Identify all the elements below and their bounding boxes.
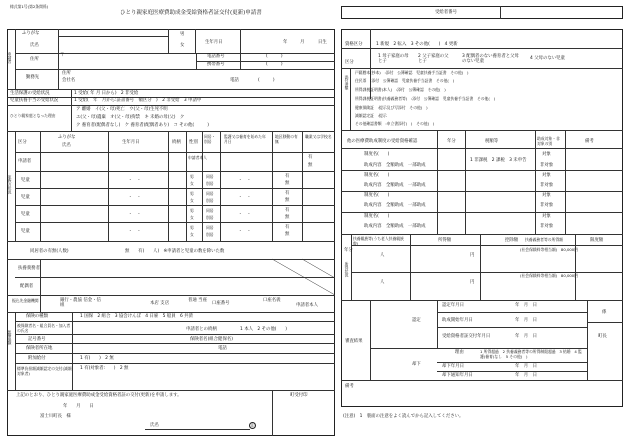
family-row-child-1-same[interactable]: 同居 xyxy=(206,174,214,179)
family-row-child-3-move-yes[interactable]: 有 xyxy=(285,208,290,213)
employer-tel-label: 電話 xyxy=(230,78,239,83)
program-1-tax[interactable]: 1 非課税 2 課税 3 未申告 xyxy=(470,158,527,163)
extra-benefit-options[interactable]: 1 有( ) 2 無 xyxy=(80,356,114,361)
mobile-label: 携帯番号 xyxy=(207,62,225,67)
declaration-text: 上記のとおり、ひとり親家庭医療費助成金受給資格者証の交付(更新)を申請します。 xyxy=(16,393,182,398)
family-row-child-3-same[interactable]: 同居 xyxy=(206,208,214,213)
name-label: 氏名 xyxy=(30,43,39,48)
family-row-child-2-move-no[interactable]: 無 xyxy=(285,198,290,203)
bank-label: 振込先金融機関 xyxy=(12,298,39,303)
family-row-child-1: 児童 xyxy=(21,178,30,183)
review-result-label: 審査結果 xyxy=(345,339,363,344)
child-allowance-label: 児童扶養手当の受給状況 xyxy=(10,98,59,103)
issue-date-label: 受給資格者証交付年月日 xyxy=(442,334,491,339)
income-section-label: 所得状況 xyxy=(345,262,350,278)
family-row-child-4-female[interactable]: 女 xyxy=(190,232,194,237)
family-row-child-3-female[interactable]: 女 xyxy=(190,215,194,220)
rejection-reasons[interactable]: 1 所得超過 2 扶養義務者等の所得制限超過 3 結婚 4 監護(養育)なし 5 その他( ) xyxy=(480,349,582,359)
rejection-date-value[interactable]: 年 月 日 xyxy=(515,364,537,369)
doc-income-self[interactable]: 所得課税証明書(本人) :添付 公簿確認 その他( ) xyxy=(355,87,446,92)
family-head-name: 氏名 xyxy=(62,143,71,148)
family-row-child-4-move-yes[interactable]: 有 xyxy=(285,225,290,230)
category-1[interactable]: 1 母子家庭の母と子 xyxy=(378,54,409,64)
reasons-label: ひとり親家庭となった理由 xyxy=(10,113,56,118)
footer-note: (注意) 1 裏面の注意をよく読んでから記入してください。 xyxy=(343,414,464,419)
family-row-child-1-female[interactable]: 女 xyxy=(190,181,194,186)
family-row-child-1-male[interactable]: 男 xyxy=(190,174,194,179)
birth-label: 生年月日 xyxy=(205,40,223,45)
receipt-number-label: 受給者番号 xyxy=(435,10,457,15)
rejection-label: 却下 xyxy=(412,362,421,367)
employer-label: 勤務先 xyxy=(26,75,40,80)
family-row-child-2-same[interactable]: 同居 xyxy=(206,191,214,196)
tax-column: 税額等 xyxy=(485,139,499,144)
qualification-options[interactable]: 1 新規 2 転入 3 その他( ) 4 更新 xyxy=(376,42,458,47)
cert-label: 標準負担額減額認定の交付(減額対象者) xyxy=(17,366,72,376)
approval-date-label: 認定年月日 xyxy=(442,303,464,308)
program-4-content[interactable]: 助成内容 全額助成 一部助成 xyxy=(364,224,426,229)
doc-reduction-cert[interactable]: 減額認定証 :提示 xyxy=(355,113,387,118)
approval-date-value[interactable]: 年 月 日 xyxy=(515,303,537,308)
program-3-nontarget[interactable]: 非対象 xyxy=(540,203,554,208)
dependents-header: 扶養親族等(うち老人扶養親族数) xyxy=(353,236,404,246)
family-row-child-2-care[interactable]: ・ ・ xyxy=(238,195,252,200)
form-number: 様式第1号(第2条関係) xyxy=(10,4,49,9)
family-head-job: 職業又は学校名 xyxy=(305,134,332,139)
family-row-child-2-female[interactable]: 女 xyxy=(190,198,194,203)
family-row-applicant: 申請者 xyxy=(18,159,32,164)
cert-options[interactable]: 1 有(対象者: ) 2 無 xyxy=(80,366,129,371)
child-allowance-options[interactable]: 1 受給( 年 月から:証書番号 額区分 ) 2 非受給 3 申請中 xyxy=(74,98,202,103)
program-1-content[interactable]: 助成内容 全額助成 一部助成 xyxy=(364,163,426,168)
insurer-address-label: 保険者所在地 xyxy=(26,346,53,351)
income-amount-header: 所得額 xyxy=(438,238,452,243)
family-row-child-2-apart[interactable]: 別居 xyxy=(206,198,214,203)
family-row-child-1-birth[interactable]: ・ ・ xyxy=(128,178,142,183)
rejection-notice-label: 却下通知年月日 xyxy=(442,373,473,378)
category-label: 区分 xyxy=(345,60,354,65)
cohabitants-label: 同居者の有無(人数) xyxy=(30,249,69,254)
family-row-child-2: 児童 xyxy=(21,195,30,200)
town-receipt-stamp: 町受付印 xyxy=(290,393,308,398)
bank-holder-name[interactable]: 申請者本人 xyxy=(296,303,318,308)
insurance-type-label: 保険の種類 xyxy=(26,314,48,319)
relation-options[interactable]: 1 本人 2 その他( ) xyxy=(240,327,287,332)
year-column: 年分 xyxy=(447,139,456,144)
family-row-child-1-move-yes[interactable]: 有 xyxy=(285,174,290,179)
birth-year: 年 xyxy=(283,40,288,45)
rejection-reason-label: 理由 xyxy=(455,350,464,355)
deduction-header: 控除額 xyxy=(505,238,519,243)
program-1-nontarget[interactable]: 非対象 xyxy=(540,163,554,168)
income-year-label: 年分 xyxy=(344,248,353,253)
insurer-tel-label: 電話 xyxy=(218,346,227,351)
insurer-name-label: 保険者名(組合健保名) xyxy=(190,337,233,342)
income-unit-1[interactable]: 円 xyxy=(470,253,475,258)
family-row-child-3-male[interactable]: 男 xyxy=(190,208,194,213)
family-head-care-start: 監護又は養育を始めた年月日 xyxy=(224,134,266,144)
doc-resident-record[interactable]: 住民票 :添付 公簿確認 児童扶養手当証書 その他( ) xyxy=(355,78,455,83)
bank-holder: 口座名義 xyxy=(263,298,281,303)
declaration-date[interactable]: 年 月 日 xyxy=(63,404,94,409)
reasons-row1[interactable]: ア 離婚 イ(父・母)死亡 ウ(父・母)生死不明 xyxy=(76,107,168,112)
symbol-number-label: 記号番号 xyxy=(28,337,46,342)
mayor-addressee: 富士川町長 様 xyxy=(40,414,71,419)
office-remarks-label: 備考 xyxy=(345,384,354,389)
dependent-income-header: 扶養義務者等の所得額 xyxy=(525,237,563,242)
family-row-child-3-move-no[interactable]: 無 xyxy=(285,215,290,220)
program-3-target[interactable]: 対象 xyxy=(542,193,551,198)
furigana-label: ふりがな xyxy=(22,31,40,36)
family-row-child-2-birth[interactable]: ・ ・ xyxy=(128,195,142,200)
doc-insurance-card[interactable]: 健康保険証 :提示及び写添付 その他( ) xyxy=(355,105,428,110)
address-label: 住所 xyxy=(30,57,39,62)
program-3-content[interactable]: 助成内容 全額助成 一部助成 xyxy=(364,203,426,208)
family-row-child-1-move-no[interactable]: 無 xyxy=(285,181,290,186)
phone-label: 電話番号 xyxy=(207,54,225,59)
remarks-column: 備考 xyxy=(585,139,594,144)
family-head-dwelling: 同居・別居 xyxy=(204,134,216,144)
program-1-target[interactable]: 対象 xyxy=(542,152,551,157)
effective-date-label: 助成開始年月日 xyxy=(442,318,473,323)
program-2-content[interactable]: 助成内容 全額助成 一部助成 xyxy=(364,183,426,188)
bank-name[interactable]: 銀行・農協 信金・信組 xyxy=(60,298,101,308)
program-4-nontarget[interactable]: 非対象 xyxy=(540,224,554,229)
insurance-type-options[interactable]: 1 国保 2 組合 3 協会けんぽ 4 日雇 5 船員 6 共済 xyxy=(80,314,193,319)
program-1-name[interactable]: 制度名( ) xyxy=(364,152,390,157)
family-applicant-marker: 申請者本人 xyxy=(188,155,207,160)
cohabitants-value[interactable]: 無 有( 人) ※申請者と児童の数を除いた数 xyxy=(125,249,225,254)
bank-type[interactable]: 普通 当座 xyxy=(188,298,207,303)
category-2[interactable]: 2 父子家庭の父と子 xyxy=(418,54,449,64)
reasons-row2[interactable]: エ(父・母)遺棄 オ(父・母)拘禁 キ 未婚の母(父) ク xyxy=(76,115,185,120)
postal-mark: 〒 xyxy=(60,53,65,58)
family-row-child-3: 児童 xyxy=(21,212,30,217)
relation-label: 申請者との続柄 xyxy=(186,327,217,332)
qualification-label: 資格区分 xyxy=(345,42,363,47)
family-section-label: 家族の状況 xyxy=(8,175,13,194)
form-title: ひとり親家庭医療費助成金受給資格者証交付(更新)申請書 xyxy=(120,10,262,16)
family-row-child-4-apart[interactable]: 別居 xyxy=(206,232,214,237)
family-head-relation: 続柄 xyxy=(172,140,181,145)
family-row-child-2-male[interactable]: 男 xyxy=(190,191,194,196)
birth-month: 月 xyxy=(300,40,305,45)
other-programs-label: 他の医療費助成制度の受給資格確認 xyxy=(347,139,418,144)
dependents-unit-2[interactable]: 人 xyxy=(380,280,385,285)
livelihood-label: 生活保護の受給状況 xyxy=(10,91,50,96)
applicant-section-label: 申請者 xyxy=(8,52,13,64)
seal-mark: 印 xyxy=(250,423,255,428)
docs-label: 添付書類 xyxy=(345,75,350,91)
employer-tel-input[interactable]: ( ) xyxy=(258,78,275,83)
family-row-child-4-care[interactable]: ・ ・ xyxy=(238,229,252,234)
company-label: 会社名 xyxy=(62,78,76,83)
social-insurance-2[interactable]: (社会保険料等相当額) 80,000円 xyxy=(520,273,579,278)
category-3[interactable]: 3 配偶者のない養育者と父母のない児童 xyxy=(462,54,519,64)
insured-name-label: 被保険者名・組合員名・加入者の氏名 xyxy=(17,323,71,333)
program-3-name[interactable]: 制度名( ) xyxy=(364,193,390,198)
town-head-stamp-label: 町長 xyxy=(598,334,607,339)
bank-branch[interactable]: 本店 支店 xyxy=(150,301,169,306)
family-head-category: 区分 xyxy=(18,140,27,145)
category-4[interactable]: 4 父母のない児童 xyxy=(530,56,565,61)
family-row-child-4-same[interactable]: 同居 xyxy=(206,225,214,230)
income-unit-2[interactable]: 円 xyxy=(470,280,475,285)
family-move-no[interactable]: 無 xyxy=(308,163,313,168)
signer-name-label: 氏名 xyxy=(150,423,159,428)
family-head-sex: 性別 xyxy=(189,140,198,145)
family-row-child-2-move-yes[interactable]: 有 xyxy=(285,191,290,196)
family-row-child-3-apart[interactable]: 別居 xyxy=(206,215,214,220)
rejection-notice-value[interactable]: 年 月 日 xyxy=(515,373,537,378)
issue-date-value[interactable]: 年 月 日 xyxy=(515,334,537,339)
family-head-move: 地区移動の有無 xyxy=(275,134,298,144)
support-row-1: 扶養義務者 xyxy=(18,266,40,271)
family-row-child-3-birth[interactable]: ・ ・ xyxy=(128,212,142,217)
program-4-target[interactable]: 対象 xyxy=(542,214,551,219)
phone-input[interactable]: ( ) xyxy=(266,54,283,59)
family-row-child-4: 児童 xyxy=(21,229,30,234)
support-row-2: 配偶者 xyxy=(20,284,34,289)
family-row-child-4-birth[interactable]: ・ ・ xyxy=(128,229,142,234)
dependents-unit-1[interactable]: 人 xyxy=(380,253,385,258)
family-row-child-3-care[interactable]: ・ ・ xyxy=(238,212,252,217)
doc-other[interactable]: その他確認書類 :申立書添付( ) その他( ) xyxy=(355,121,435,126)
family-head-birth: 生年月日 xyxy=(122,140,140,145)
family-row-child-1-care[interactable]: ・ ・ xyxy=(238,178,252,183)
program-2-nontarget[interactable]: 非対象 xyxy=(540,183,554,188)
effective-date-value[interactable]: 年 月 日 xyxy=(515,318,537,323)
sex-male[interactable]: 男 xyxy=(180,32,185,37)
employer-address-label: 住所 xyxy=(62,71,71,76)
family-row-child-4-male[interactable]: 男 xyxy=(190,225,194,230)
program-2-name[interactable]: 制度名( ) xyxy=(364,173,390,178)
program-4-name[interactable]: 制度名( ) xyxy=(364,214,390,219)
livelihood-options[interactable]: 1 受給( 年 月 日から) 2 非受給 xyxy=(74,91,139,96)
social-insurance-1[interactable]: (社会保険料等相当額) 80,000円 xyxy=(520,247,579,252)
approval-label: 認定 xyxy=(412,318,421,323)
family-head-furigana: ふりがな xyxy=(58,135,76,140)
extra-benefit-label: 附加給付 xyxy=(28,356,46,361)
birth-day: 日生 xyxy=(318,40,327,45)
mobile-input[interactable]: ( ) xyxy=(266,62,283,67)
reasons-row3[interactable]: ク 養育者(配偶者なし) ケ 養育者(配偶者あり) コ その他( ) xyxy=(76,123,210,128)
family-row-child-4-move-no[interactable]: 無 xyxy=(285,232,290,237)
family-row-child-1-apart[interactable]: 別居 xyxy=(206,181,214,186)
program-2-target[interactable]: 対象 xyxy=(542,173,551,178)
rejection-date-label: 却下年月日 xyxy=(442,364,464,369)
doc-income-dependents[interactable]: 所得課税証明書(扶養義務者等) :添付 公簿確認 児童扶養手当証書 その他( ) xyxy=(355,96,496,101)
insurance-section-label: 医療保険 xyxy=(8,330,13,346)
family-move-yes[interactable]: 有 xyxy=(308,155,313,160)
chief-stamp-label: 係 xyxy=(602,310,607,315)
bank-account[interactable]: 口座番号 xyxy=(212,301,230,306)
sex-female[interactable]: 女 xyxy=(180,43,185,48)
limit-header: 限度額 xyxy=(590,238,604,243)
target-column: 助成対象・非対象の別 xyxy=(537,136,560,146)
doc-family-register[interactable]: 戸籍謄本(抄本) :添付 公簿確認 児童扶養手当証書 その他( ) xyxy=(355,70,469,75)
